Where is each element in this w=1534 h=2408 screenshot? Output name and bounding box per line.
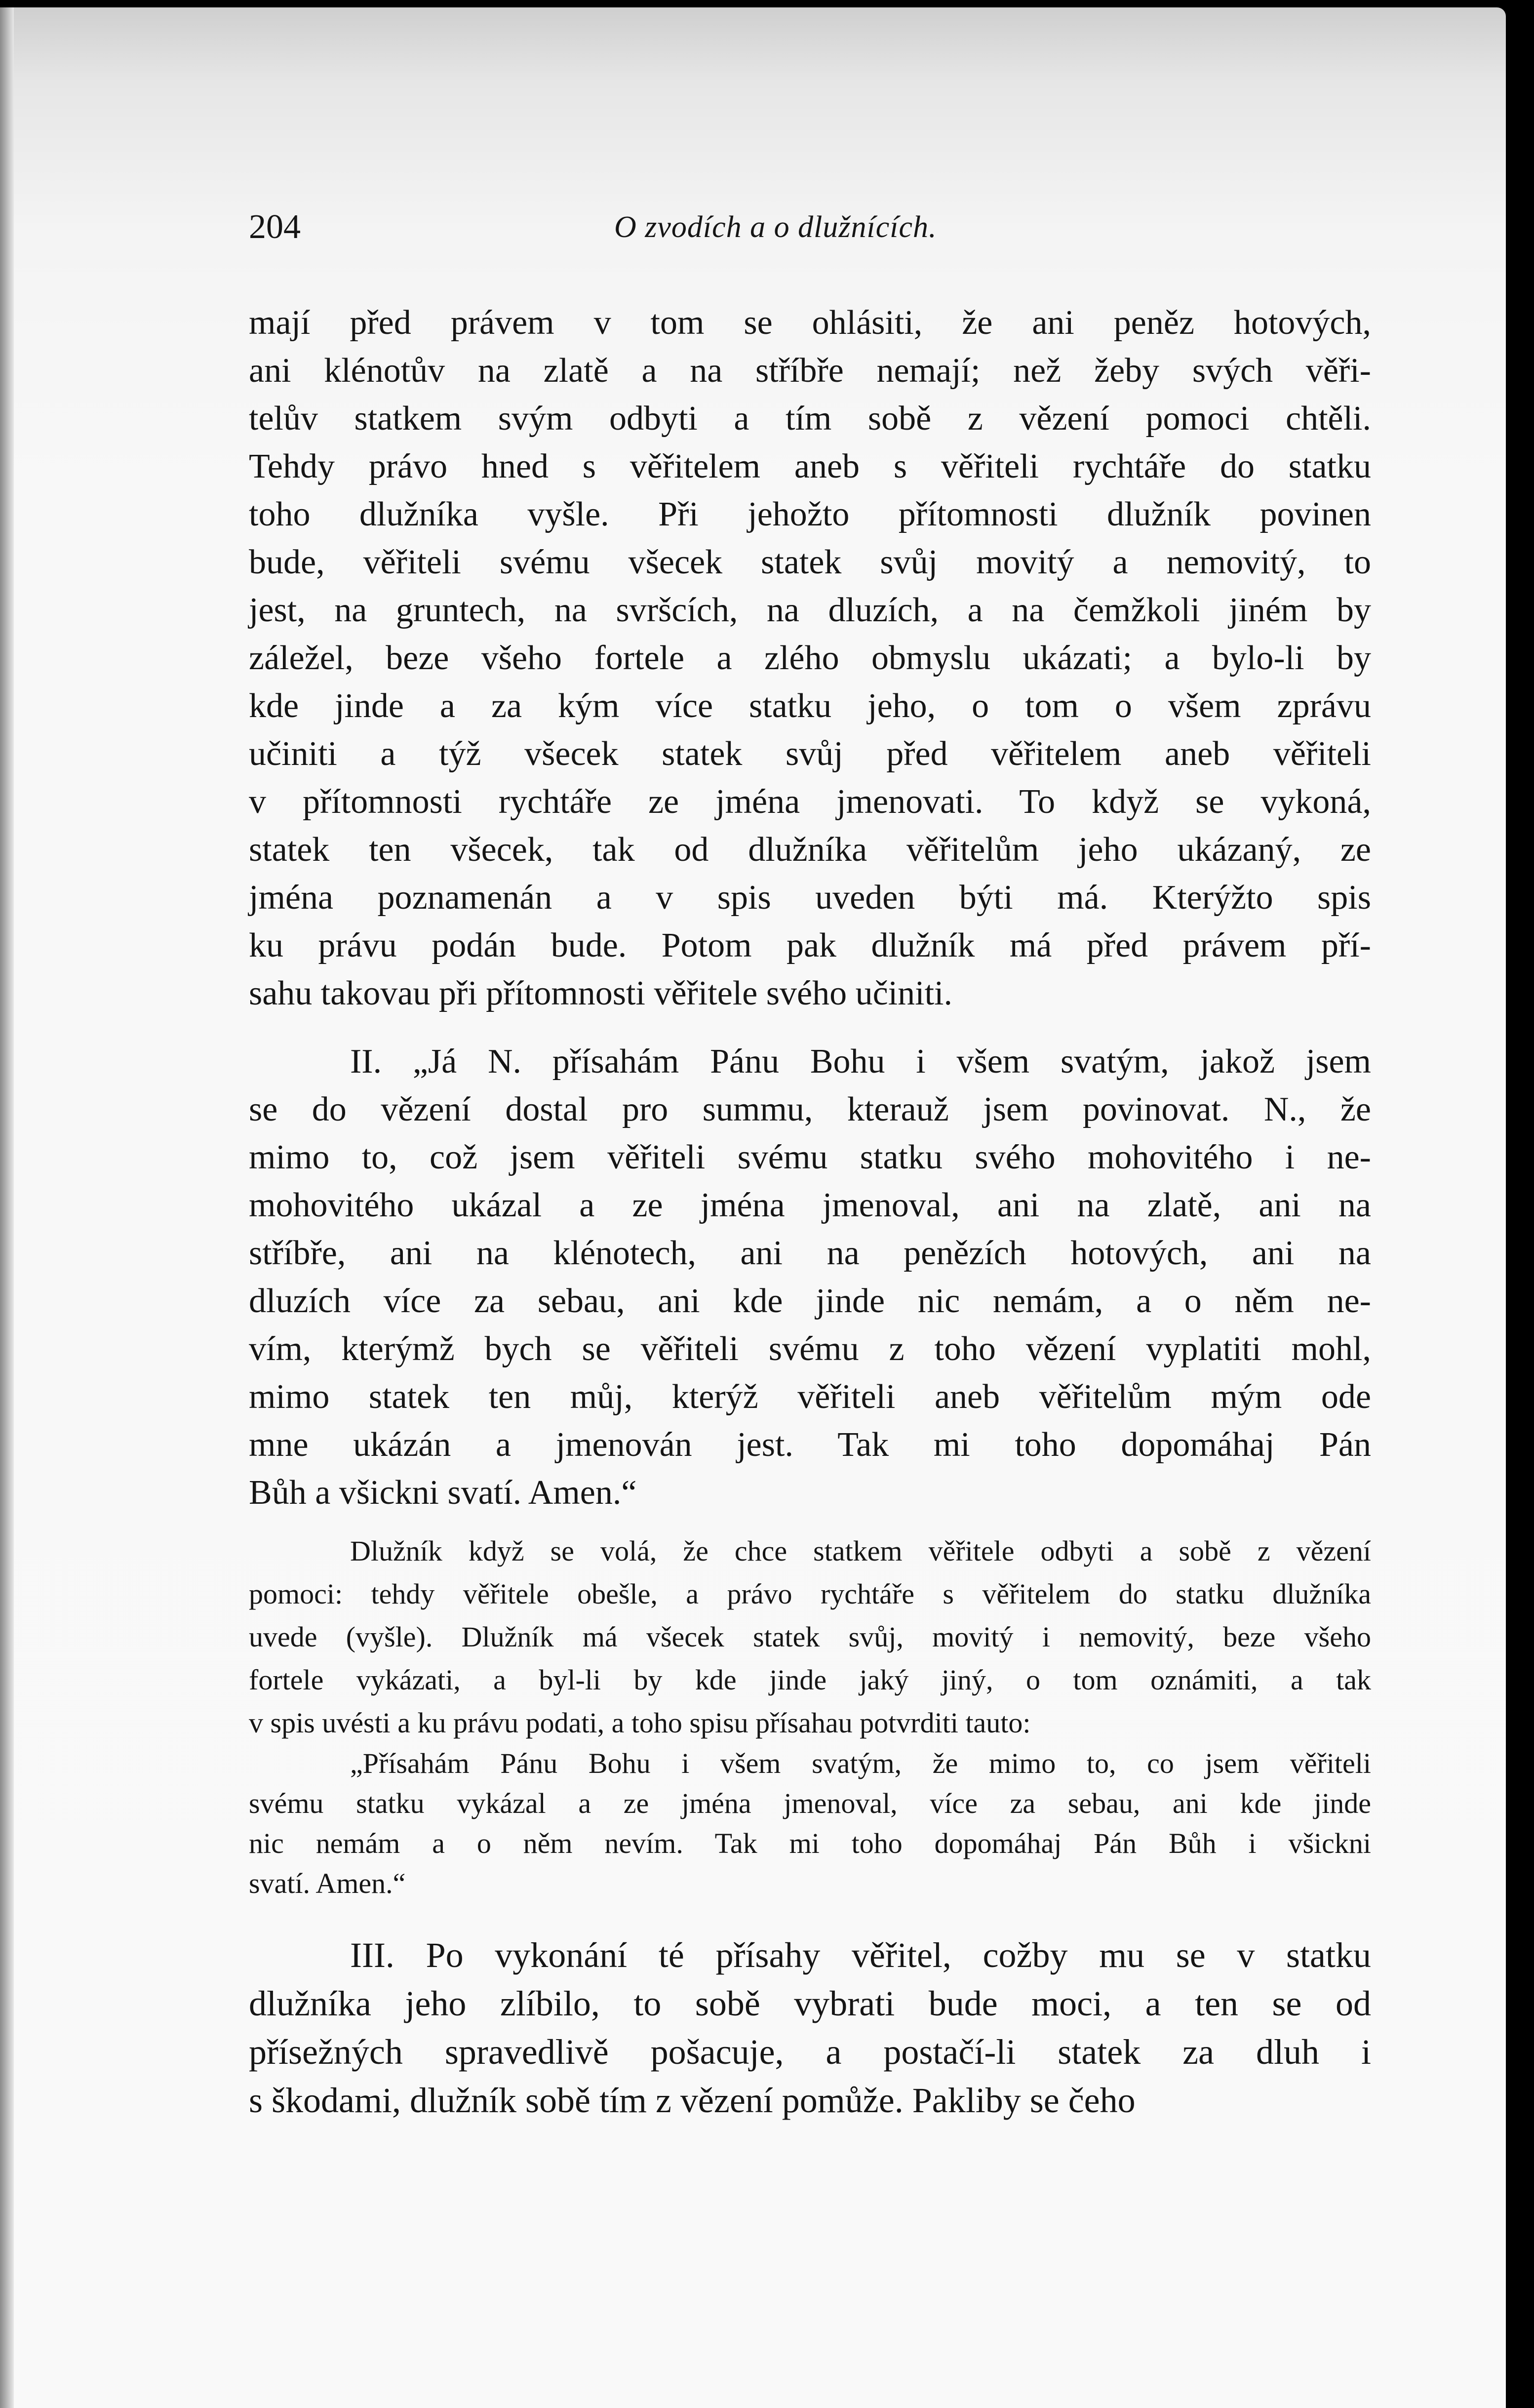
text-line: toho dlužníka vyšle. Při jehožto přítomnosti dlužník povinen (249, 495, 1371, 533)
text-line: bude, věřiteli svému všecek statek svůj movitý a nemovitý, to (249, 543, 1371, 581)
paragraph-oath-ii (249, 1038, 1371, 1517)
text-line: mimo to, což jsem věřiteli svému statku svého mohovitého i ne- (249, 1138, 1371, 1176)
text-line: III. Po vykonání té přísahy věřitel, cožby mu se v statku (350, 1935, 1371, 1975)
text-line: mají před právem v tom se ohlásiti, že ani peněz hotových, (249, 304, 1371, 342)
text-line: Dlužník když se volá, že chce statkem věřitele odbyti a sobě z vězení (350, 1535, 1371, 1567)
text-line: svému statku vykázal a ze jména jmenoval, více za sebau, ani kde jinde (249, 1787, 1371, 1819)
text-line: ku právu podán bude. Potom pak dlužník má před právem pří- (249, 926, 1371, 964)
text-line: vím, kterýmž bych se věřiteli svému z toho vězení vyplatiti mohl, (249, 1330, 1371, 1368)
page-number: 204 (249, 208, 301, 246)
text-line: s škodami, dlužník sobě tím z vězení pomůže. Pakliby se čeho (249, 2081, 1136, 2120)
text-line: mne ukázán a jmenován jest. Tak mi toho dopomáhaj Pán (249, 1426, 1371, 1464)
text-line: učiniti a týž všecek statek svůj před věřitelem aneb věřiteli (249, 735, 1371, 773)
text-line: stříbře, ani na klénotech, ani na penězích hotových, ani na (249, 1234, 1371, 1272)
text-line: mimo statek ten můj, kterýž věřiteli aneb věřitelům mým ode (249, 1378, 1371, 1416)
text-line: dlužníka jeho zlíbilo, to sobě vybrati bude moci, a ten se od (249, 1984, 1371, 2023)
paragraph-iii (249, 1931, 1371, 2125)
text-line: kde jinde a za kým více statku jeho, o tom o všem zprávu (249, 687, 1371, 725)
text-line: ani klénotův na zlatě a na stříbře nemají; než žeby svých věři- (249, 352, 1371, 390)
footnote-oath-quote (249, 1743, 1371, 1903)
text-line: telův statkem svým odbyti a tím sobě z vězení pomoci chtěli. (249, 400, 1371, 438)
text-line: jména poznamenán a v spis uveden býti má. Kterýžto spis (249, 879, 1371, 917)
text-line: Bůh a všickni svatí. Amen.“ (249, 1474, 637, 1512)
text-line: se do vězení dostal pro summu, kterauž jsem povinovat. N., že (249, 1090, 1371, 1128)
text-line: statek ten všecek, tak od dlužníka věřitelům jeho ukázaný, ze (249, 831, 1371, 869)
text-line: svatí. Amen.“ (249, 1867, 406, 1899)
text-line: pomoci: tehdy věřitele obešle, a právo rychtáře s věřitelem do statku dlužníka (249, 1578, 1371, 1610)
text-line: sahu takovau při přítomnosti věřitele svého učiniti. (249, 974, 952, 1012)
book-page (0, 7, 1506, 2408)
text-line: uvede (vyšle). Dlužník má všecek statek svůj, movitý i nemovitý, beze všeho (249, 1621, 1371, 1653)
text-line: jest, na gruntech, na svršcích, na dluzích, a na čemžkoli jiném by (249, 591, 1371, 629)
text-line: mohovitého ukázal a ze jména jmenoval, ani na zlatě, ani na (249, 1186, 1371, 1224)
footnote-summary (249, 1529, 1371, 1744)
text-line: v přítomnosti rychtáře ze jména jmenovati. To když se vykoná, (249, 783, 1371, 821)
text-line: přísežných spravedlivě pošacuje, a postačí-li statek za dluh i (249, 2032, 1371, 2072)
text-line: „Přísahám Pánu Bohu i všem svatým, že mimo to, co jsem věřiteli (350, 1747, 1371, 1779)
text-line: Tehdy právo hned s věřitelem aneb s věřiteli rychtáře do statku (249, 447, 1371, 485)
text-line: II. „Já N. přísahám Pánu Bohu i všem svatým, jakož jsem (350, 1043, 1371, 1081)
text-line: fortele vykázati, a byl-li by kde jinde jaký jiný, o tom oznámiti, a tak (249, 1664, 1371, 1696)
text-line: dluzích více za sebau, ani kde jinde nic nemám, a o něm ne- (249, 1282, 1371, 1320)
text-line: záležel, beze všeho fortele a zlého obmyslu ukázati; a bylo-li by (249, 639, 1371, 677)
running-title: O zvodích a o dlužnících. (614, 210, 937, 244)
text-line: v spis uvésti a ku právu podati, a toho spisu přísahau potvrditi tauto: (249, 1707, 1031, 1739)
paragraph-continuation (249, 299, 1371, 1017)
text-line: nic nemám a o něm nevím. Tak mi toho dopomáhaj Pán Bůh i všickni (249, 1827, 1371, 1859)
